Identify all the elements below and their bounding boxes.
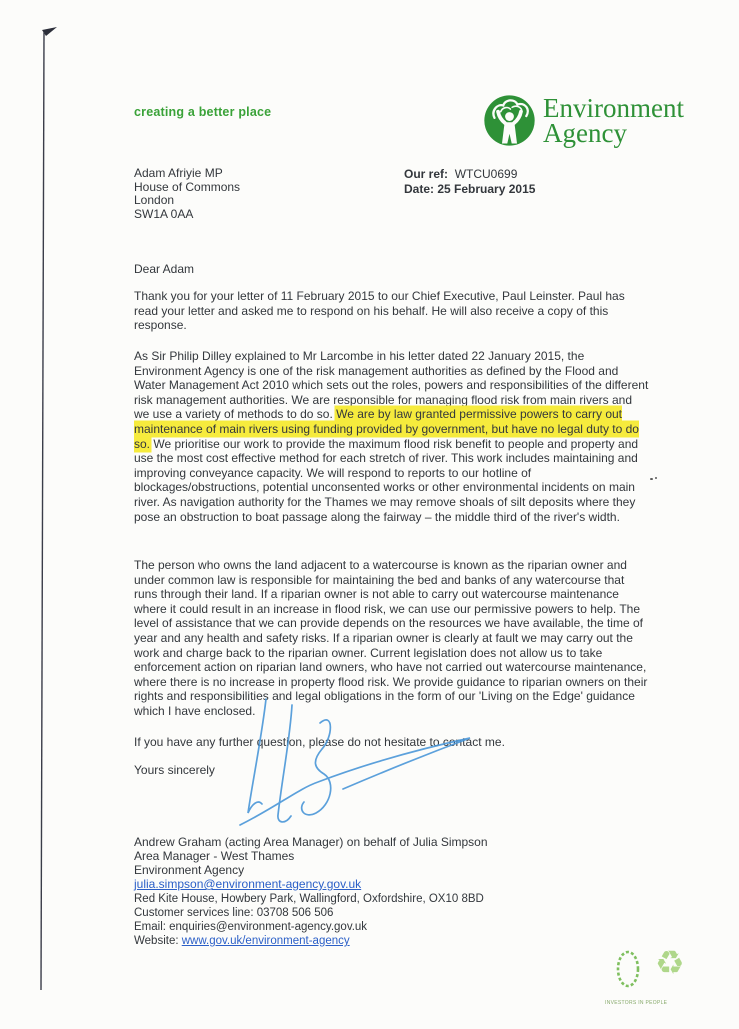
recycle-icon: ♻ xyxy=(655,944,685,981)
closing: Yours sincerely xyxy=(134,763,215,777)
signoff-org: Environment Agency xyxy=(134,863,245,877)
recipient-address-line: House of Commons xyxy=(134,179,241,194)
date-line xyxy=(404,182,535,197)
paragraph-1: Thank you for your letter of 11 February 2015 to our Chief Executive, Paul Leinster. Paul has read your letter and asked me to respond on his behalf. He will also receive a copy of this response. xyxy=(134,289,625,333)
tagline: creating a better place xyxy=(134,105,272,119)
logo-word-environment: Environment xyxy=(543,93,684,123)
recipient-name: Adam Afriyie MP xyxy=(134,166,223,180)
enquiries-email-line: Email: enquiries@environment-agency.gov.uk xyxy=(134,921,368,933)
customer-services-line: Customer services line: 03708 506 506 xyxy=(134,907,334,919)
our-ref-value: WTCU0699 xyxy=(454,167,518,181)
paragraph-2 xyxy=(134,349,650,524)
salutation: Dear Adam xyxy=(134,262,195,276)
reference-block xyxy=(404,167,535,196)
date-value: 25 February 2015 xyxy=(437,181,536,196)
environment-agency-logo-icon xyxy=(483,94,536,147)
website-link[interactable]: www.gov.uk/environment-agency xyxy=(181,935,350,947)
signoff-title: Area Manager - West Thames xyxy=(134,849,295,863)
signoff-name: Andrew Graham (acting Area Manager) on behalf of Julia Simpson xyxy=(134,835,488,849)
signoff-email-line xyxy=(134,877,488,891)
office-address: Red Kite House, Howbery Park, Wallingford, Oxfordshire, OX10 8BD xyxy=(134,893,484,905)
environment-agency-logo-text xyxy=(543,93,684,148)
website-line xyxy=(134,934,484,948)
investors-in-people-icon xyxy=(612,948,644,992)
highlighted-text: We are by law granted permissive powers to carry out maintenance of main rivers using funding provided by government, but have no legal duty to do so. xyxy=(134,407,639,451)
scan-artifact-line xyxy=(0,0,70,1000)
paragraph-2-pre: As Sir Philip Dilley explained to Mr Larcombe in his letter dated 22 January 2015, the Environment Agency is one of the risk management authorities as defined by the Flood and Water Management Act 2010 which sets out the roles, powers and responsibilities of the different risk management authorities. We are responsible for managing flood risk from main rivers and we use a variety of methods to do so. xyxy=(134,349,649,422)
paragraph-3: The person who owns the land adjacent to a watercourse is known as the riparian owner and under common law is responsible for maintaining the bed and banks of any watercourse that runs through their land. If a riparian owner is not able to carry out watercourse maintenance where it could result in an increase in flood risk, we can use our permissive powers to help. The level of assistance that we can provide depends on the resources we have available, the time of year and any health and safety risks. If a riparian owner is clearly at fault we may carry out the work and charge back to the riparian owner. Current legislation does not allow us to take enforcement action on riparian land owners, who have not carried out watercourse maintenance, where there is no increase in property flood risk. We provide guidance to riparian owners on their rights and responsibilities and legal obligations in the form of our 'Living on the Edge' guidance which I have enclosed. xyxy=(134,558,648,718)
paragraph-2-post: We prioritise our work to provide the maximum flood risk benefit to people and property and use the most cost effective method for each stretch of river. This work includes maintaining and improving conveyance capacity. We will respond to reports to our hotline of blockages/obstructions, potential unconsented works or other environmental incidents on main river. As navigation authority for the Thames we may remove shoals of silt deposits where they pose an obstruction to boat passage along the fairway – the middle third of the river's width. xyxy=(134,436,639,524)
signoff-email-link[interactable]: julia.simpson@environment-agency.gov.uk xyxy=(134,877,362,891)
signoff-block xyxy=(134,835,488,891)
website-label: Website: xyxy=(134,935,182,947)
footer-contact xyxy=(134,892,484,948)
investors-in-people-caption: INVESTORS IN PEOPLE xyxy=(605,1000,668,1006)
recipient-postcode: SW1A 0AA xyxy=(134,206,194,221)
investors-in-people-badge xyxy=(605,948,668,1006)
paragraph-4: If you have any further question, please do not hesitate to contact me. xyxy=(134,735,505,749)
recipient-address xyxy=(134,167,240,221)
date-label: Date: xyxy=(404,181,435,196)
recipient-city: London xyxy=(134,193,175,208)
environment-agency-logo xyxy=(483,94,684,147)
logo-word-agency: Agency xyxy=(543,118,627,148)
our-ref-label: Our ref: xyxy=(404,167,449,181)
scan-artifact-speck xyxy=(650,477,657,480)
our-ref-line xyxy=(404,167,535,182)
